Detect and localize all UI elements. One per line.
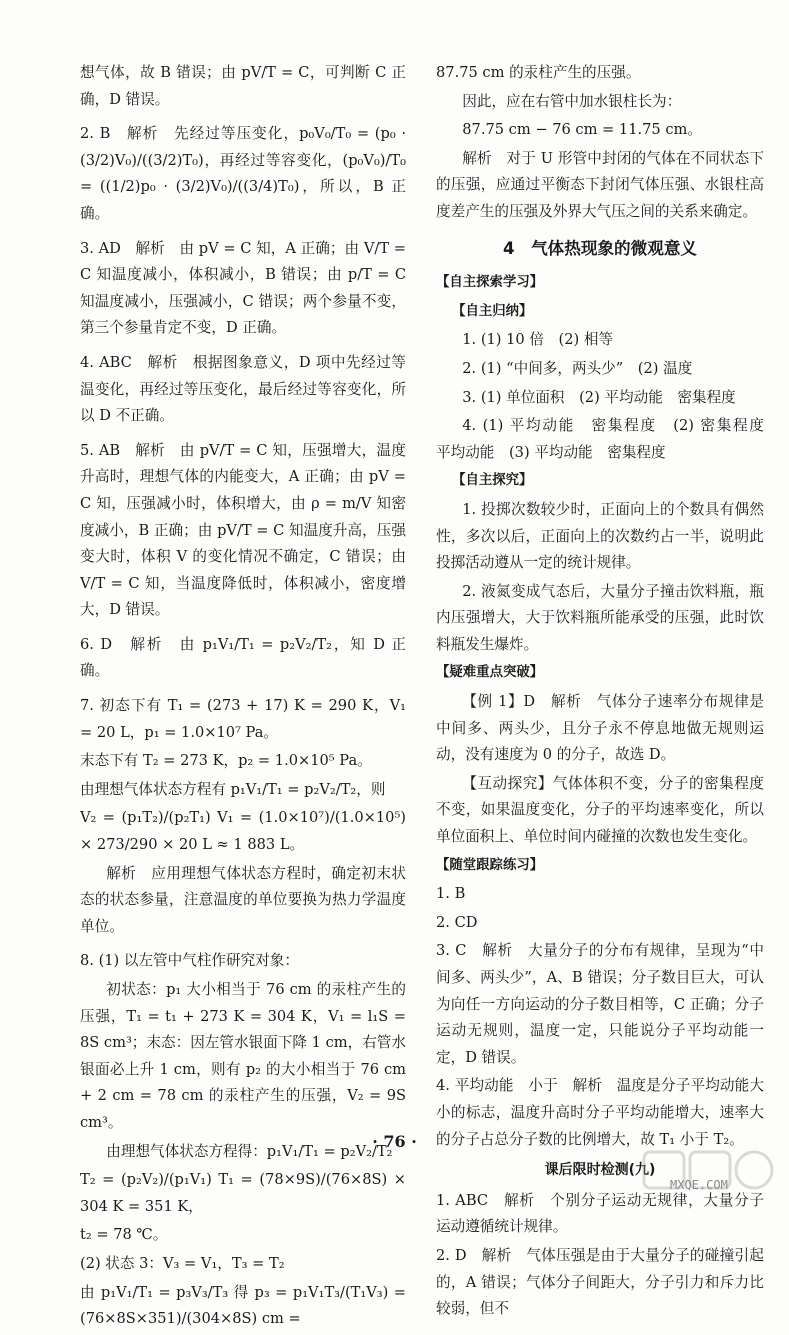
after-item: 1. ABC 解析 个别分子运动无规律，大量分子运动遵循统计规律。: [436, 1191, 764, 1236]
answer-3: 3. AD 解析 由 pV = C 知，A 正确；由 V/T = C 知温度减小，体积减小，B 错误；由 p/T = C 知温度减小，压强减小，C 错误；两个参量不变，第三个参量肯定不变，D 正确。: [80, 239, 406, 337]
section-title: 4 气体热现象的微观意义: [502, 238, 698, 258]
watermark-text: MXQE.COM: [670, 1178, 728, 1192]
page-number: · 76 ·: [372, 1132, 417, 1151]
inquiry-item: 2. 液氮变成气态后，大量分子撞击饮料瓶，瓶内压强增大，大于饮料瓶所能承受的压强，此时饮料瓶发生爆炸。: [436, 582, 764, 653]
practice-item: 3. C 解析 大量分子的分布有规律，呈现为“中间多、两头少”，A、B 错误；分子数目巨大，可认为向任一方向运动的分子数目相等，C 正确；分子运动无规则，温度一定，只能说分子平均动能一定，D 错误。: [436, 942, 764, 1066]
tag-inquiry: 【自主探究】: [452, 473, 533, 489]
after-class-title: 课后限时检测(九): [544, 1162, 656, 1179]
example-1: 【例 1】D 解析 气体分子速率分布规律是中间多、两头少，且分子永不停息地做无规则运动，没有速度为 0 的分子，故选 D。: [436, 693, 764, 764]
right-line: 87.75 cm 的汞柱产生的压强。: [436, 64, 641, 81]
summary-item: 3. (1) 单位面积 (2) 平均动能 密集程度: [462, 388, 736, 406]
right-line: 87.75 cm − 76 cm = 11.75 cm。: [462, 121, 702, 139]
tag-practice: 【随堂跟踪练习】: [436, 857, 544, 873]
answer-8-line: 由 p₁V₁/T₁ = p₃V₃/T₃ 得 p₃ = p₁V₁T₃/(T₁V₃) = (76×8S×351)/(304×8S) cm =: [80, 1283, 406, 1328]
practice-item: 2. CD: [436, 913, 478, 931]
answer-2: 2. B 解析 先经过等压变化，p₀V₀/T₀ = (p₀ · (3/2)V₀)/((3/2)T₀)，再经过等容变化，(p₀V₀)/T₀ = ((1/2)p₀ · (3/2)V₀)/((3/4)T₀)，所以，B 正确。: [80, 125, 406, 222]
right-line: 因此，应在右管中加水银柱长为：: [462, 92, 682, 110]
answer-7: 7. 初态下有 T₁ = (273 + 17) K = 290 K，V₁ = 20 L，p₁ = 1.0×10⁷ Pa。: [80, 697, 406, 741]
answer-7-line: 由理想气体状态方程有 p₁V₁/T₁ = p₂V₂/T₂，则: [80, 780, 386, 798]
practice-item: 4. 平均动能 小于 解析 温度是分子平均动能大小的标志，温度升高时分子平均动能增大，速率大的分子占总分子数的比例增大，故 T₁ 小于 T₂。: [436, 1077, 764, 1148]
answer-8-line: 由理想气体状态方程得：p₁V₁/T₁ = p₂V₂/T₂: [106, 1142, 393, 1160]
inquiry-item: 1. 投掷次数较少时，正面向上的个数具有偶然性，多次以后，正面向上的次数约占一半，说明此投掷活动遵从一定的统计规律。: [436, 500, 764, 572]
answer-8-line: t₂ = 78 ℃。: [80, 1226, 168, 1244]
summary-item: 2. (1) “中间多，两头少” (2) 温度: [462, 359, 693, 377]
left-line: 想气体，故 B 错误；由 pV/T = C，可判断 C 正确，D 错误。: [80, 64, 406, 108]
answer-8-line: (2) 状态 3：V₃ = V₁，T₃ = T₂: [80, 1254, 285, 1272]
summary-item: 4. (1) 平均动能 密集程度 (2) 密集程度 平均动能 (3) 平均动能 密集程度: [436, 417, 779, 461]
answer-8-line: T₂ = (p₂V₂)/(p₁V₁) T₁ = (78×9S)/(76×8S) × 304 K = 351 K，: [80, 1171, 406, 1215]
answer-7-line: 末态下有 T₂ = 273 K，p₂ = 1.0×10⁵ Pa。: [80, 752, 372, 770]
answer-8-line: 初状态：p₁ 大小相当于 76 cm 的汞柱产生的压强，T₁ = t₁ + 273 K = 304 K，V₁ = l₁S = 8S cm³；末态：因左管水银面下降 1 cm，右管水银面必上升 1 cm，则有 p₂ 的大小相当于 76 cm + 2 cm = 78 cm 的汞柱产生的压强，V₂ = 9S cm³。: [80, 981, 406, 1131]
tag-summary: 【自主归纳】: [452, 303, 533, 319]
tag-key: 【疑难重点突破】: [436, 665, 544, 681]
after-item: 2. D 解析 气体压强是由于大量分子的碰撞引起的，A 错误；气体分子间距大，分子引力和斥力比较弱，但不: [436, 1246, 764, 1318]
right-analysis: 解析 对于 U 形管中封闭的气体在不同状态下的压强，应通过平衡态下封闭气体压强、水银柱高度差产生的压强及外界大气压之间的关系来确定。: [436, 149, 764, 220]
interactive-inquiry: 【互动探究】气体体积不变，分子的密集程度不变，如果温度变化，分子的平均速率变化，所以单位面积上、单位时间内碰撞的次数也发生变化。: [436, 774, 764, 846]
answer-5: 5. AB 解析 由 pV/T = C 知，压强增大，温度升高时，理想气体的内能变大，A 正确；由 pV = C 知，压强减小时，体积增大，由 ρ = m/V 知密度减小，B 正确；由 pV/T = C 知温度升高，压强变大时，体积 V 的变化情况不确定，C 错误；由 V/T = C 知，当温度降低时，体积减小，密度增大，D 错误。: [80, 441, 406, 619]
answer-4: 4. ABC 解析 根据图象意义，D 项中先经过等温变化，再经过等压变化，最后经过等容变化，所以 D 不正确。: [80, 353, 406, 425]
answer-7-line: V₂ = (p₁T₂)/(p₂T₁) V₁ = (1.0×10⁷)/(1.0×10⁵) × 273/290 × 20 L ≈ 1 883 L。: [80, 809, 406, 854]
tag-explore: 【自主探索学习】: [436, 275, 544, 291]
answer-8: 8. (1) 以左管中气柱作研究对象：: [80, 952, 299, 970]
analysis-7: 解析 应用理想气体状态方程时，确定初末状态的状态参量，注意温度的单位要换为热力学温度单位。: [80, 864, 406, 935]
answer-6: 6. D 解析 由 p₁V₁/T₁ = p₂V₂/T₂，知 D 正确。: [80, 635, 406, 680]
summary-item: 1. (1) 10 倍 (2) 相等: [462, 331, 614, 349]
practice-item: 1. B: [436, 885, 466, 903]
